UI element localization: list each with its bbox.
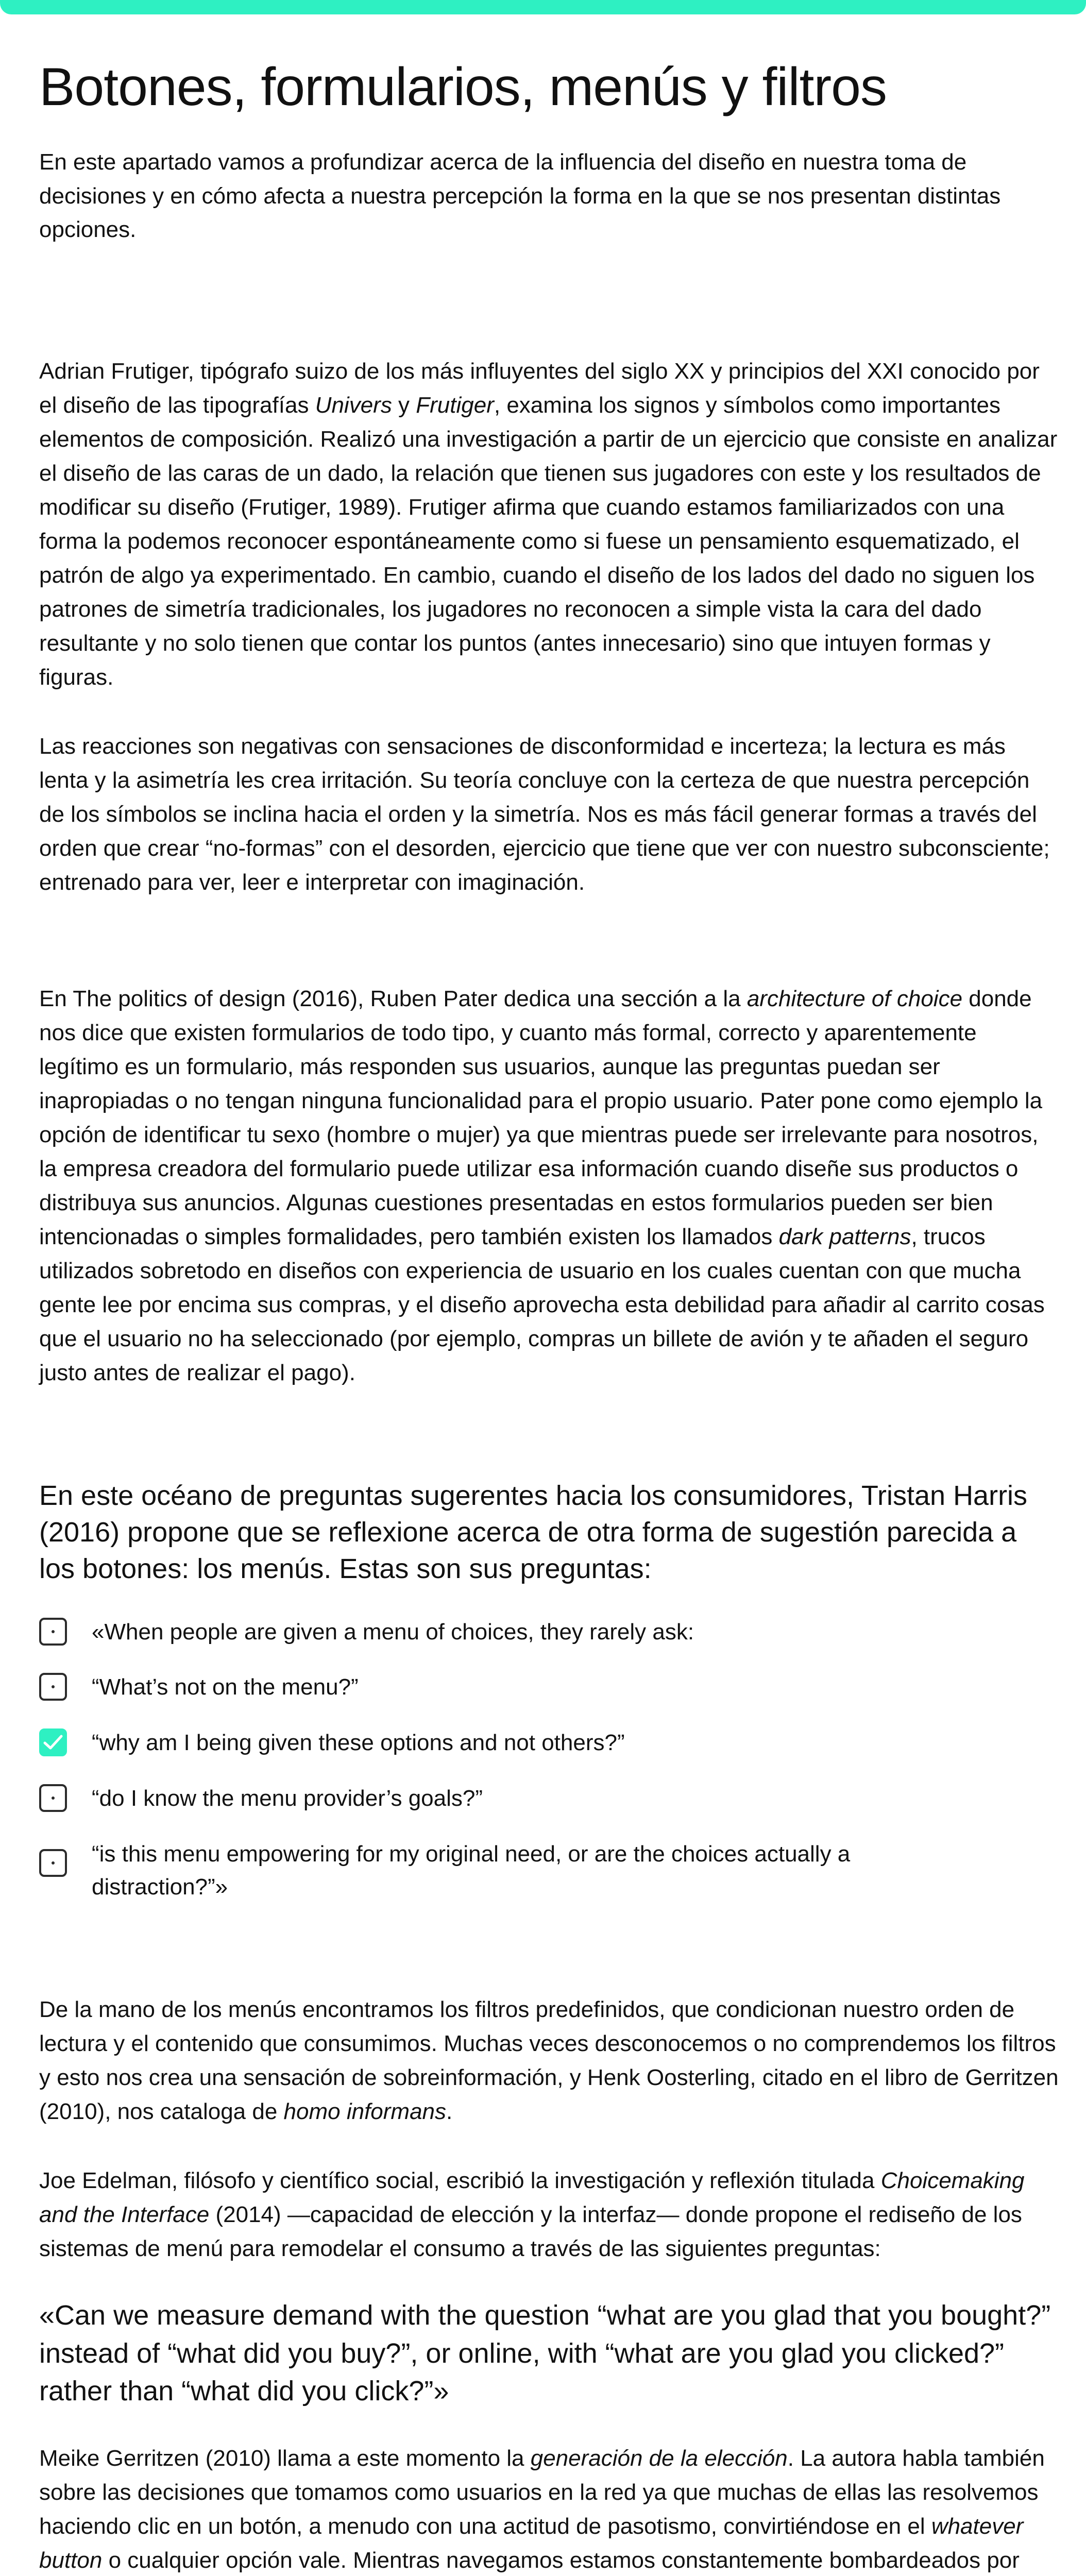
- checklist-item[interactable]: [39, 1671, 1059, 1704]
- edelman-paragraph: Joe Edelman, filósofo y científico social, escribió la investigación y reflexión titulada Choicemaking and the Interface (2014) —capacidad de elección y la interfaz— donde propone el rediseño de los sistemas de menú para remodelar el consumo a través de las siguientes preguntas:: [39, 2168, 1025, 2262]
- harris-question: En este océano de preguntas sugerentes hacia los consumidores, Tristan Harris (2016) propone que se reflexione acerca de otra forma de sugestión parecida a los botones: los menús. Estas son sus preguntas:: [39, 1480, 1028, 1585]
- intro-paragraph: En este apartado vamos a profundizar acerca de la influencia del diseño en nuestra toma de decisiones y en cómo afecta a nuestra percepción la forma en la que se nos presentan distintas opciones.: [39, 149, 1001, 242]
- edelman-quote: «Can we measure demand with the question “what are you glad that you bought?” instead of “what did you buy?”, or online, with “what are you glad you clicked?” rather than “what did you click?”»: [39, 2300, 1051, 2407]
- checkbox-3[interactable]: [39, 1728, 67, 1756]
- checkbox-dot-icon: [52, 1861, 55, 1865]
- frutiger-paragraph-1: Adrian Frutiger, tipógrafo suizo de los más influyentes del siglo XX y principios del XXI conocido por el diseño de las tipografías Univers y Frutiger, examina los signos y símbolos como importantes elementos de composición. Realizó una investigación a partir de un ejercicio que consiste en analizar el diseño de las caras de un dado, la relación que tienen sus jugadores con este y los resultados de modificar su diseño (Frutiger, 1989). Frutiger afirma que cuando estamos familiarizados con una forma la podemos reconocer espontáneamente como si fuese un pensamiento esquematizado, el patrón de algo ya experimentado. En cambio, cuando el diseño de los lados del dado no siguen los patrones de simetría tradicionales, los jugadores no reconocen a simple vista la cara del dado resultante y no solo tienen que contar los puntos (antes innecesario) sino que intuyen formas y figuras.: [39, 358, 1058, 690]
- frutiger-paragraph-2: Las reacciones son negativas con sensaciones de disconformidad e incerteza; la lectura es más lenta y la asimetría les crea irritación. Su teoría concluye con la certeza de que nuestra percepción de los símbolos se inclina hacia el orden y la simetría. Nos es más fácil generar formas a través del orden que crear “no-formas” con el desorden, ejercicio que tiene que ver con nuestro subconsciente; entrenado para ver, leer e interpretar con imaginación.: [39, 733, 1050, 895]
- checkbox-4[interactable]: [39, 1784, 67, 1812]
- checkbox-dot-icon: [52, 1685, 55, 1688]
- checkmark-icon: [43, 1734, 63, 1751]
- checklist-item[interactable]: [39, 1616, 1059, 1649]
- page-title: Botones, formularios, menús y filtros: [39, 57, 887, 117]
- checklist-label: “do I know the menu provider’s goals?”: [92, 1785, 483, 1811]
- filters-paragraph: De la mano de los menús encontramos los filtros predefinidos, que condicionan nuestro orden de lectura y el contenido que consumimos. Muchas veces desconocemos o no comprendemos los filtros y esto nos crea una sensación de sobreinformación, y Henk Oosterling, citado en el libro de Gerritzen (2010), nos cataloga de homo informans.: [39, 1997, 1059, 2125]
- checklist-label: “why am I being given these options and not others?”: [92, 1730, 625, 1756]
- checklist-item[interactable]: [39, 1782, 1059, 1815]
- checklist-item[interactable]: [39, 1838, 1059, 1904]
- harris-checklist: [39, 1616, 1059, 1904]
- checklist-item[interactable]: [39, 1726, 1059, 1759]
- checkbox-dot-icon: [52, 1797, 55, 1800]
- checklist-label: «When people are given a menu of choices, they rarely ask:: [92, 1619, 694, 1645]
- checkbox-1[interactable]: [39, 1618, 67, 1646]
- main-content: [39, 58, 1059, 2576]
- checkbox-5[interactable]: [39, 1849, 67, 1877]
- checklist-label: “is this menu empowering for my original need, or are the choices actually a distraction?”»: [92, 1841, 851, 1900]
- gerritzen-paragraph: Meike Gerritzen (2010) llama a este momento la generación de la elección. La autora habla también sobre las decisiones que tomamos como usuarios en la red ya que muchas de ellas las resolvemos haciendo clic en un botón, a menudo con una actitud de pasotismo, convirtiéndose en el whatever button o cualquier opción vale. Mientras navegamos estamos constantemente bombardeados por: [39, 2445, 1045, 2573]
- checkbox-2[interactable]: [39, 1673, 67, 1701]
- checkbox-dot-icon: [52, 1630, 55, 1633]
- checklist-label: “What’s not on the menu?”: [92, 1674, 359, 1700]
- top-accent-bar: [0, 0, 1086, 14]
- pater-paragraph: En The politics of design (2016), Ruben Pater dedica una sección a la architecture of choice donde nos dice que existen formularios de todo tipo, y cuanto más formal, correcto y aparentemente legítimo es un formulario, más responden sus usuarios, aunque las preguntas puedan ser inapropiadas o no tengan ninguna funcionalidad para el propio usuario. Pater pone como ejemplo la opción de identificar tu sexo (hombre o mujer) ya que mientras puede ser irrelevante para nosotros, la empresa creadora del formulario puede utilizar esa información cuando diseñe sus productos o distribuya sus anuncios. Algunas cuestiones presentadas en estos formularios pueden ser bien intencionadas o simples formalidades, pero también existen los llamados dark patterns, trucos utilizados sobretodo en diseños con experiencia de usuario en los cuales cuentan con que mucha gente lee por encima sus compras, y el diseño aprovecha esta debilidad para añadir al carrito cosas que el usuario no ha seleccionado (por ejemplo, compras un billete de avión y te añaden el seguro justo antes de realizar el pago).: [39, 986, 1045, 1385]
